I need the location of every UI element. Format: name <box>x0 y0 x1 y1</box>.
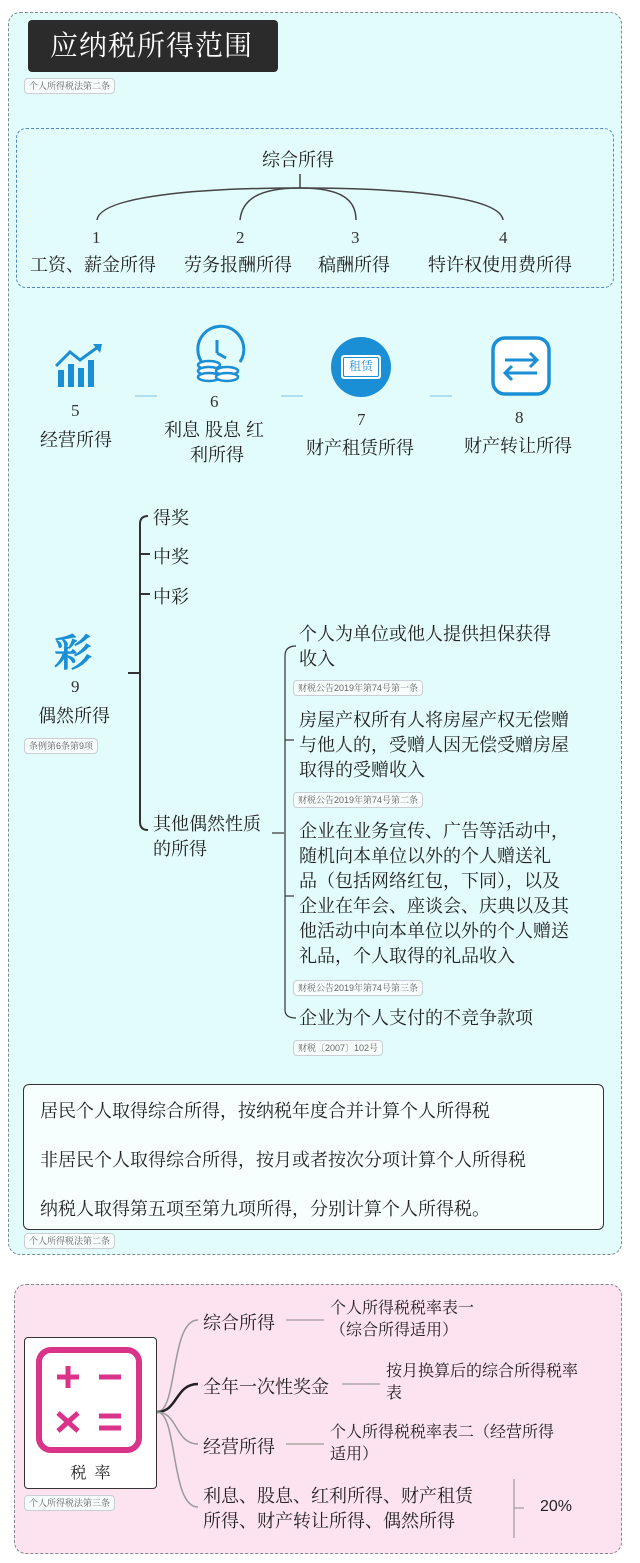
item-number: 4 <box>499 228 508 247</box>
item-label-transfer: 财产转让所得 <box>464 436 572 456</box>
note-line: 居民个人取得综合所得，按纳税年度合并计算个人所得税 <box>40 1101 490 1121</box>
branch-award: 得奖 <box>153 508 189 528</box>
sub-item-noncompete: 企业为个人支付的不竞争款项 <box>299 1008 533 1028</box>
branch-other-line2: 的所得 <box>153 839 207 859</box>
item-number: 1 <box>92 228 101 247</box>
rate-value-table2: 个人所得税税率表二（经营所得 适用） <box>330 1424 555 1463</box>
rate-item-business: 经营所得 <box>203 1437 275 1457</box>
sub-item-tag: 财税公告2019年第74号第一条 <box>293 680 423 696</box>
item-label-franchise: 特许权使用费所得 <box>428 255 572 275</box>
item-label-labor: 劳务报酬所得 <box>184 255 292 275</box>
notes-source-tag: 个人所得税法第二条 <box>24 1233 115 1249</box>
lottery-glyph-icon: 彩 <box>54 633 93 675</box>
sub-item-tag: 财税公告2019年第74号第三条 <box>293 980 423 996</box>
item-label-occasional: 偶然所得 <box>38 706 110 726</box>
item-number: 5 <box>71 401 80 420</box>
branch-lottery: 中彩 <box>153 587 189 607</box>
branch-prize: 中奖 <box>153 547 189 567</box>
rate-item-passive-income: 利息、股息、红利所得、财产租赁 所得、财产转让所得、偶然所得 <box>203 1486 473 1531</box>
page-title: 应纳税所得范围 <box>28 20 278 72</box>
item-number: 2 <box>236 228 245 247</box>
item-label-interest-line1: 利息 股息 红 <box>164 420 265 440</box>
comprehensive-title: 综合所得 <box>262 150 334 170</box>
sub-item-guarantee: 个人为单位或他人提供担保获得 收入 <box>299 624 551 669</box>
sub-item-tag: 财税公告2019年第74号第二条 <box>293 792 423 808</box>
note-line: 纳税人取得第五项至第九项所得，分别计算个人所得税。 <box>40 1199 490 1219</box>
item-number: 8 <box>515 408 524 427</box>
rate-value-monthly-conversion: 按月换算后的综合所得税率 表 <box>386 1363 579 1402</box>
item-number: 6 <box>210 392 219 411</box>
occasional-source-tag: 条例第6条第9项 <box>24 738 98 754</box>
rate-value-table1: 个人所得税税率表一 （综合所得适用） <box>330 1300 475 1339</box>
item-number: 7 <box>357 410 366 429</box>
item-number: 3 <box>351 228 360 247</box>
tax-rate-label: 税 率 <box>70 1465 111 1482</box>
sub-item-house-gift: 房屋产权所有人将房屋产权无偿赠 与他人的，受赠人因无偿受赠房屋 取得的受赠收入 <box>299 710 569 780</box>
rate-item-annual-bonus: 全年一次性奖金 <box>203 1377 329 1397</box>
item-label-wages: 工资、薪金所得 <box>30 255 156 275</box>
item-label-lease: 财产租赁所得 <box>306 438 414 458</box>
sub-item-gifts: 企业在业务宣传、广告等活动中， 随机向本单位以外的个人赠送礼 品（包括网络红包，下同），以及 企业在年会、座谈会、庆典以及其 他活动中向本单位以外的个人赠送 礼品，个人取得的礼品收入 <box>299 821 569 966</box>
item-number: 9 <box>71 677 80 696</box>
source-tag: 个人所得税法第二条 <box>24 78 115 94</box>
rates-source-tag: 个人所得税法第三条 <box>24 1495 115 1511</box>
sub-item-tag: 财税〔2007〕102号 <box>293 1040 383 1056</box>
item-label-business: 经营所得 <box>40 430 112 450</box>
rate-item-comprehensive: 综合所得 <box>203 1313 275 1333</box>
note-line: 非居民个人取得综合所得，按月或者按次分项计算个人所得税 <box>40 1150 526 1170</box>
branch-other-line1: 其他偶然性质 <box>153 814 261 834</box>
rate-value-flat: 20% <box>540 1498 573 1515</box>
lease-badge-text: 租赁 <box>343 357 379 377</box>
item-label-royalty-writing: 稿酬所得 <box>318 255 390 275</box>
item-label-interest-line2: 利所得 <box>190 445 244 465</box>
